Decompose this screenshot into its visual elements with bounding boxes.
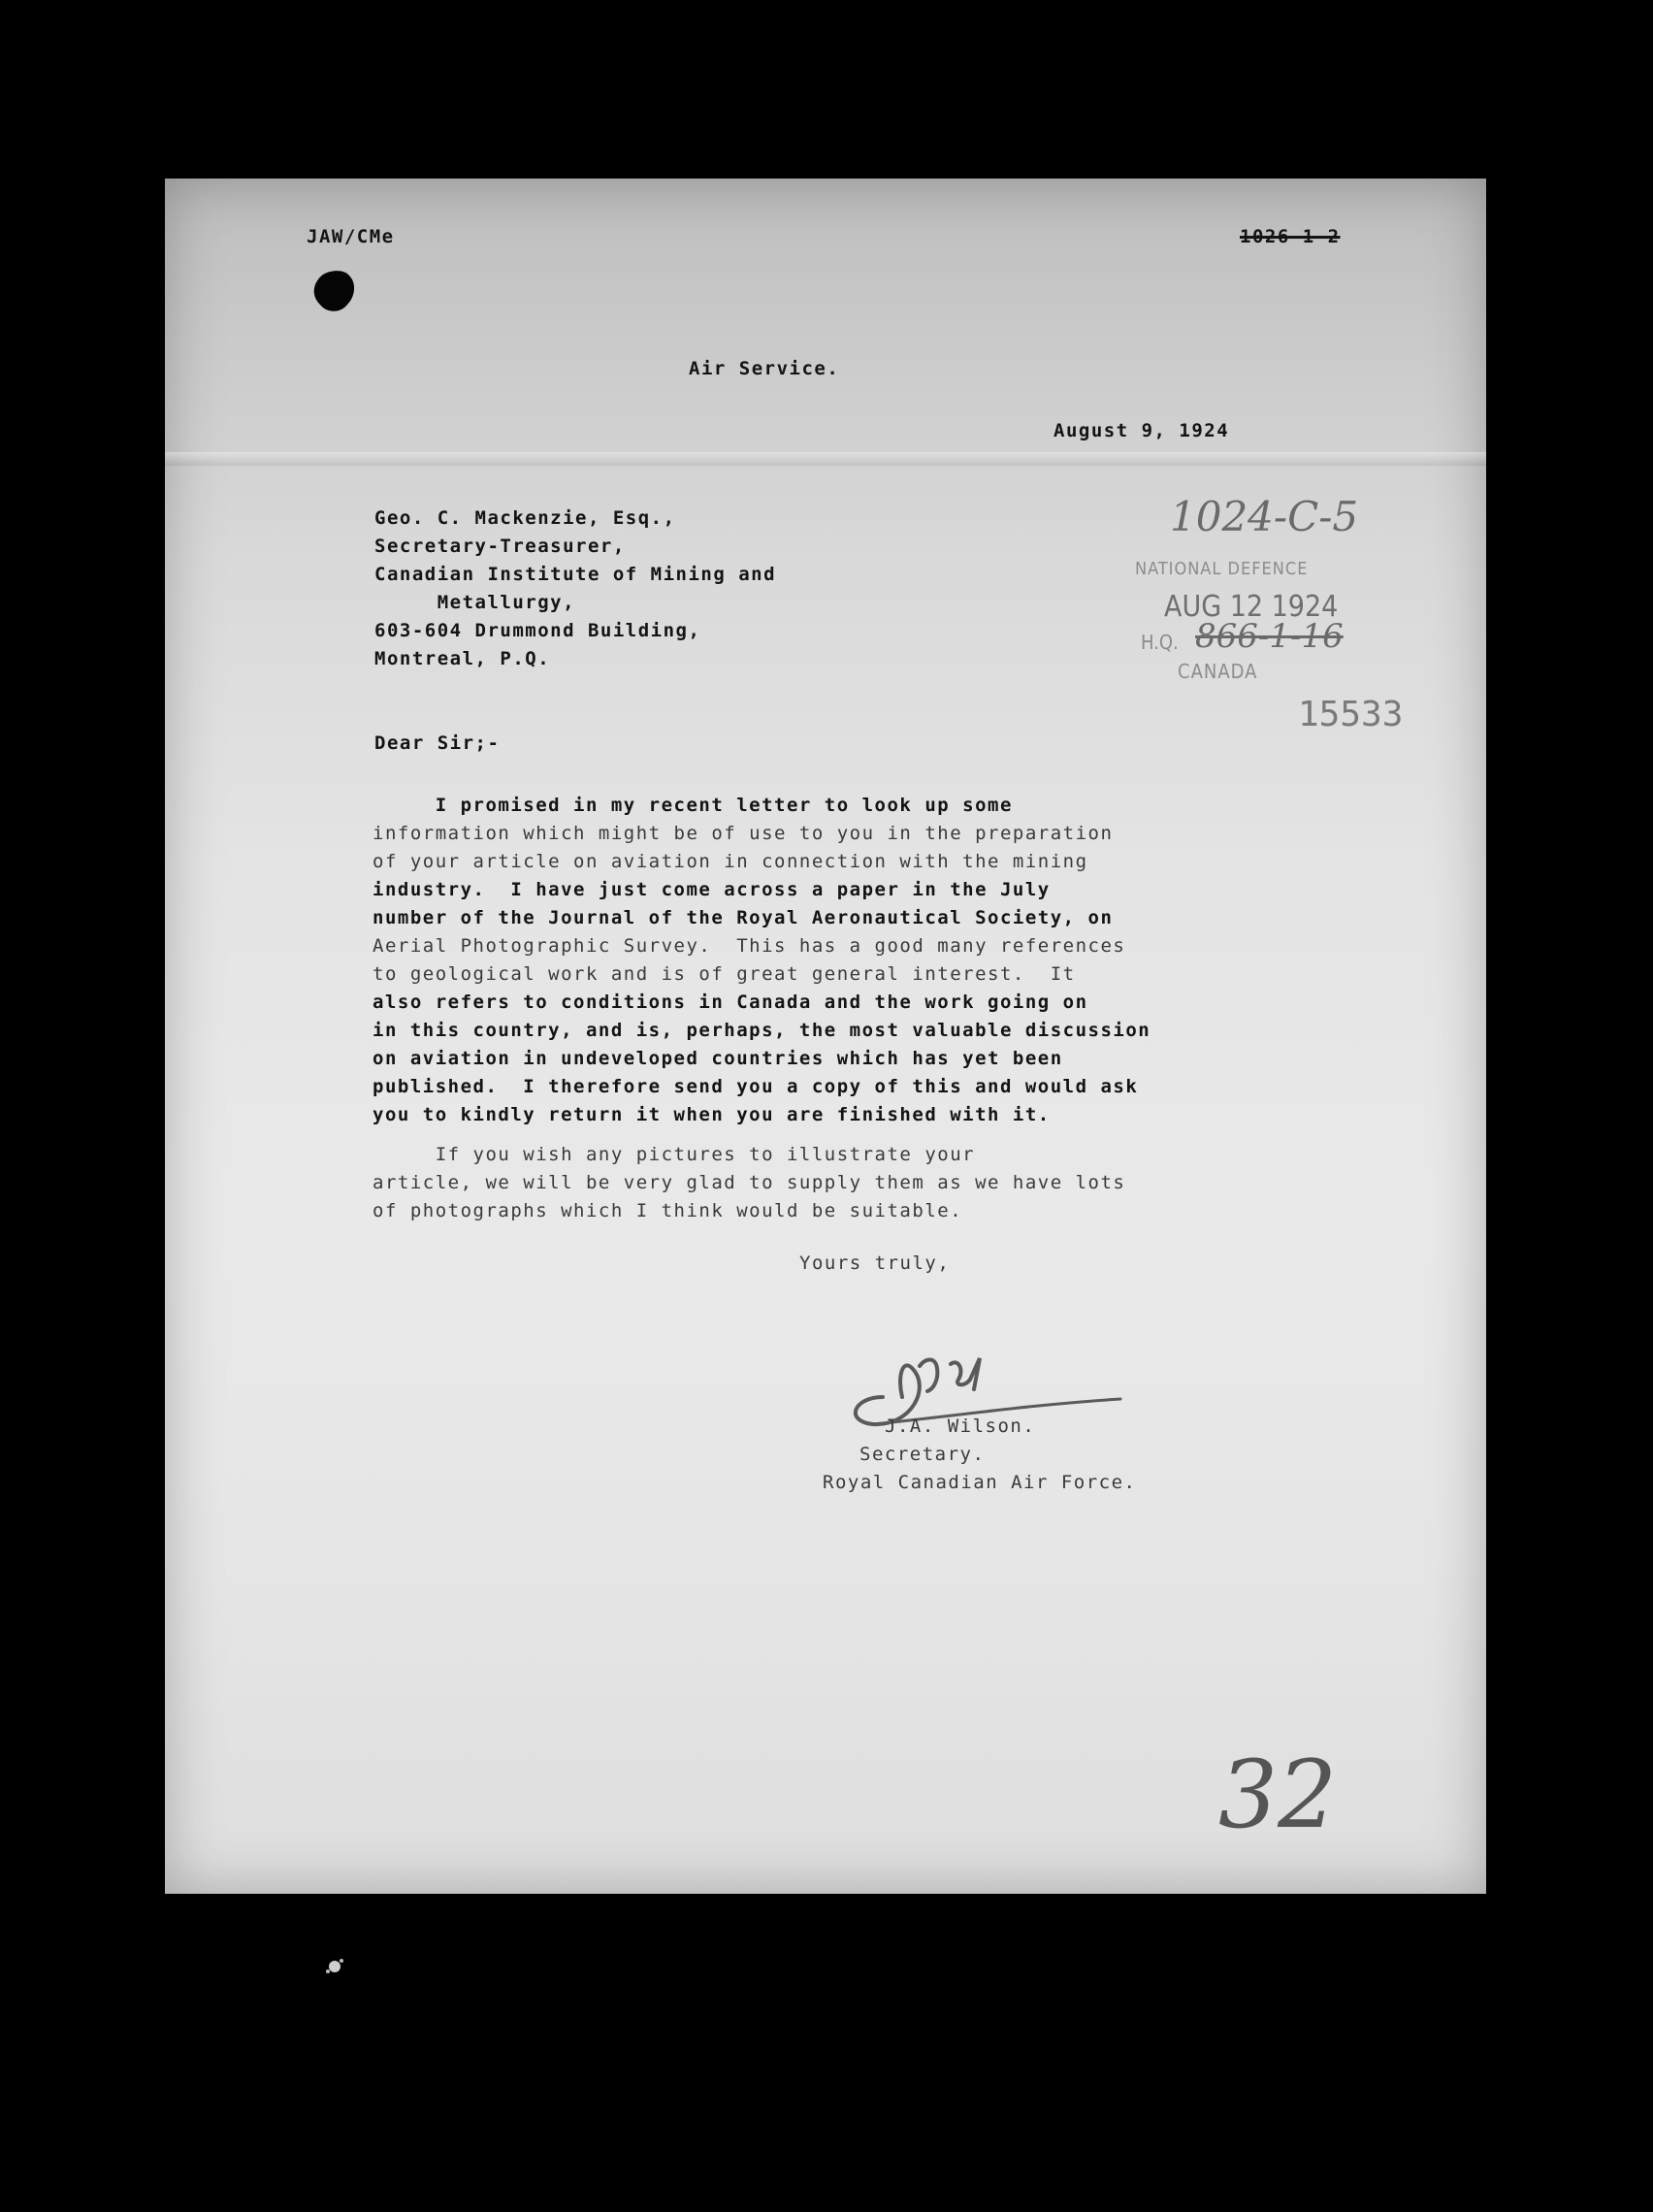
body-line: of photographs which I think would be suitable. [373,1200,963,1221]
signatory-organization: Royal Canadian Air Force. [823,1472,1137,1493]
paragraph-1 [373,792,1151,1129]
stamp-department: NATIONAL DEFENCE [1135,559,1309,579]
registry-number: 15533 [1298,695,1404,734]
body-line: industry. I have just come across a paper in the July [373,879,1051,900]
stamp-date: AUG 12 1924 [1164,590,1339,624]
body-line: also refers to conditions in Canada and the work going on [373,992,1088,1013]
body-line: published. I therefore send you a copy of this and would ask [373,1076,1139,1097]
service-heading: Air Service. [689,358,840,379]
signatory-name: J.A. Wilson. [885,1415,1036,1437]
file-number: 1026-1-2 [1240,226,1341,247]
salutation: Dear Sir;- [374,732,501,754]
letter-date: August 9, 1924 [1053,420,1230,441]
closing: Yours truly, [799,1252,951,1274]
ink-blot-mark [310,268,359,316]
handwritten-file-ref: 1024-C-5 [1170,493,1359,540]
addressee-line: Geo. C. Mackenzie, Esq., [374,507,676,529]
body-line: Aerial Photographic Survey. This has a good many references [373,935,1126,957]
addressee-line: 603-604 Drummond Building, [374,620,701,641]
body-line: article, we will be very glad to supply them as we have lots [373,1172,1126,1193]
body-line: If you wish any pictures to illustrate your [373,1144,976,1165]
signature-block [644,1413,1136,1497]
body-line: number of the Journal of the Royal Aeronautical Society, on [373,907,1114,928]
body-line: on aviation in undeveloped countries which has yet been [373,1048,1063,1069]
body-line: you to kindly return it when you are finished with it. [373,1104,1051,1125]
paragraph-2 [373,1141,1125,1225]
body-line: I promised in my recent letter to look up some [373,795,1013,816]
body-line: of your article on aviation in connection with the mining [373,851,1088,872]
addressee-line: Montreal, P.Q. [374,648,551,669]
stamp-hq-number: 866-1-16 [1195,617,1344,656]
reference-initials: JAW/CMe [307,226,395,247]
stamp-country: CANADA [1178,660,1258,683]
handwritten-page-number: 32 [1218,1740,1338,1849]
addressee-line: Metallurgy, [374,592,576,613]
body-line: to geological work and is of great general interest. It [373,963,1076,985]
signatory-title: Secretary. [859,1444,986,1465]
dust-speck [320,1952,349,1981]
addressee-line: Secretary-Treasurer, [374,536,626,557]
addressee-block [374,504,776,673]
paper-fold [165,452,1486,466]
stamp-hq-prefix: H.Q. [1141,631,1179,654]
body-line: in this country, and is, perhaps, the most valuable discussion [373,1020,1151,1041]
letter-sheet [165,179,1486,1894]
body-line: information which might be of use to you in the preparation [373,823,1114,844]
addressee-line: Canadian Institute of Mining and [374,564,777,585]
